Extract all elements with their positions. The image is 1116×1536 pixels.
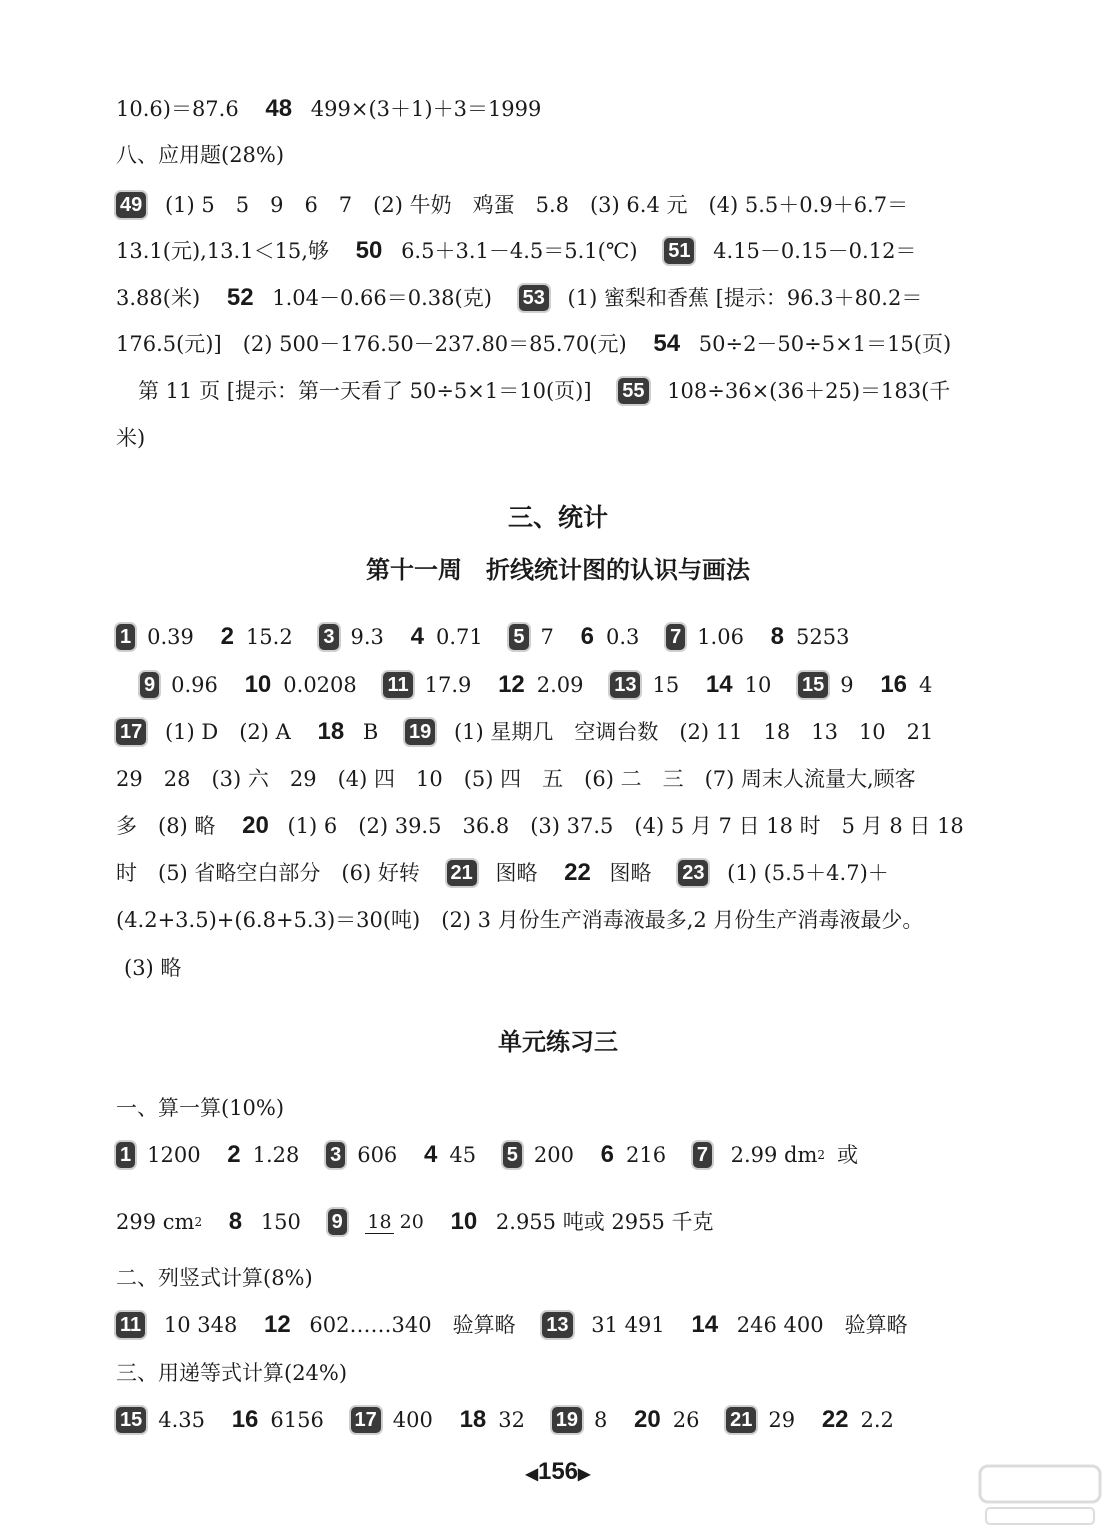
answer-line — [116, 188, 908, 220]
answer-text: 多 (8) 略 — [116, 813, 216, 838]
answer-text: 第 11 页 [提示：第一天看了 50÷5×1＝10(页)] — [138, 378, 592, 403]
answer-line — [116, 903, 923, 935]
superscript: 2 — [194, 1214, 203, 1229]
answer-text: 602……340 验算略 — [309, 1312, 516, 1337]
answer-text: (1) 星期几 空调台数 (2) 11 18 13 10 21 — [453, 719, 934, 744]
answer-text: 4 — [919, 672, 933, 697]
question-number: 16 — [880, 670, 908, 698]
question-number: 20 — [242, 811, 269, 839]
question-number: 17 — [116, 719, 146, 745]
answer-line — [116, 92, 541, 124]
answer-text: 0.3 — [605, 624, 640, 649]
question-number: 20 — [634, 1405, 661, 1433]
answer-text: B — [362, 719, 379, 744]
fraction-denominator: 20 — [399, 1210, 424, 1233]
question-number: 51 — [664, 238, 694, 264]
answer-line — [138, 374, 950, 406]
answer-line — [116, 234, 916, 266]
question-number: 5 — [503, 1142, 522, 1168]
question-number: 1 — [116, 1142, 135, 1168]
question-number: 7 — [693, 1142, 712, 1168]
answer-text: 45 — [449, 1142, 477, 1167]
unit-title: 单元练习三 — [498, 1027, 618, 1056]
question-number: 12 — [498, 670, 525, 698]
question-number: 5 — [509, 624, 528, 650]
answer-text: 7 — [540, 624, 554, 649]
answer-text: 5253 — [796, 624, 850, 649]
question-number: 15 — [116, 1407, 146, 1433]
question-number: 8 — [228, 1207, 243, 1235]
section-heading: 一、算一算(10%) — [116, 1096, 285, 1120]
question-number: 10 — [450, 1207, 478, 1235]
question-number: 17 — [351, 1407, 381, 1433]
answer-text: 3.88(米) — [116, 285, 201, 310]
fraction — [365, 1211, 423, 1233]
answer-text: 31 491 — [591, 1312, 665, 1337]
question-number: 2 — [220, 622, 234, 650]
answer-text: 400 — [392, 1407, 433, 1432]
answer-text: 17.9 — [424, 672, 472, 697]
question-number: 21 — [447, 860, 477, 886]
answer-text: 606 — [357, 1142, 398, 1167]
answer-text: 图略 — [609, 860, 652, 885]
answer-line — [124, 951, 181, 983]
answer-text: 0.0208 — [283, 672, 357, 697]
question-number: 11 — [383, 672, 412, 698]
answer-text: (1) (5.5＋4.7)＋ — [727, 860, 889, 885]
superscript: 2 — [817, 1147, 826, 1162]
question-number: 3 — [326, 1142, 345, 1168]
answer-text: 0.71 — [435, 624, 483, 649]
answer-line — [116, 1196, 714, 1246]
page-number — [0, 1458, 1116, 1486]
question-number: 16 — [231, 1405, 259, 1433]
question-number: 15 — [798, 672, 828, 698]
question-number: 2 — [227, 1140, 241, 1168]
week-title: 第十一周 折线统计图的认识与画法 — [366, 555, 750, 584]
answer-conjunction: 或 — [837, 1142, 859, 1167]
answer-text: 176.5(元)] (2) 500－176.50－237.80＝85.70(元) — [116, 331, 627, 356]
answer-text: 6156 — [270, 1407, 324, 1432]
answer-text: (1) 蜜梨和香蕉 [提示：96.3＋80.2＝ — [567, 285, 923, 310]
answer-text: 499×(3＋1)＋3＝1999 — [310, 96, 542, 121]
question-number: 14 — [705, 670, 733, 698]
answer-text: 15.2 — [245, 624, 293, 649]
right-triangle-icon: ▶ — [578, 1466, 591, 1483]
answer-text: 246 400 验算略 — [736, 1312, 908, 1337]
answer-text: 10.6)＝87.6 — [116, 96, 239, 121]
answer-text: 0.39 — [147, 624, 194, 649]
answer-text: 2.2 — [860, 1407, 894, 1432]
answer-text: 15 — [652, 672, 680, 697]
answer-text: (1) D (2) A — [164, 719, 291, 744]
answer-line — [116, 715, 933, 747]
answer-text: 2.09 — [536, 672, 584, 697]
answer-line — [140, 668, 932, 700]
answer-text: (1) 5 5 9 6 7 (2) 牛奶 鸡蛋 5.8 (3) 6.4 元 (4) 5.5＋0.9＋6.7＝ — [164, 192, 909, 217]
answer-text: 2.955 吨或 2955 千克 — [495, 1209, 714, 1234]
question-number: 12 — [264, 1310, 291, 1338]
question-number: 19 — [405, 719, 435, 745]
answer-value: 2.99 dm — [730, 1142, 818, 1167]
answer-text: 6.5＋3.1－4.5＝5.1(℃) — [401, 238, 638, 263]
answer-text — [731, 1140, 858, 1170]
question-number: 10 — [244, 670, 272, 698]
answer-text: 1.06 — [697, 624, 744, 649]
answer-text: 10 — [744, 672, 772, 697]
answer-line — [116, 809, 964, 841]
question-number: 21 — [726, 1407, 756, 1433]
answer-text — [116, 1198, 202, 1246]
question-number: 4 — [410, 622, 424, 650]
answer-text: 1200 — [147, 1142, 201, 1167]
page-number-text: 156 — [537, 1458, 579, 1485]
question-number: 50 — [355, 236, 383, 264]
answer-line — [116, 762, 916, 794]
question-number: 18 — [459, 1405, 487, 1433]
question-number: 8 — [770, 622, 784, 650]
answer-text: 216 — [626, 1142, 667, 1167]
question-number: 55 — [618, 378, 648, 404]
answer-text: (3) 略 — [124, 955, 182, 980]
answer-text: 4.15－0.15－0.12＝ — [713, 238, 917, 263]
question-number: 1 — [116, 624, 135, 650]
section-heading: 八、应用题(28%) — [116, 143, 285, 167]
answer-text: 150 — [260, 1209, 301, 1234]
answer-text: 108÷36×(36＋25)＝183(千 — [667, 378, 951, 403]
question-number: 4 — [423, 1140, 438, 1168]
answer-text: 26 — [672, 1407, 700, 1432]
answer-line — [116, 856, 889, 888]
answer-text: 时 (5) 省略空白部分 (6) 好转 — [116, 860, 420, 885]
section-heading: 二、列竖式计算(8%) — [116, 1266, 313, 1290]
chapter-title: 三、统计 — [507, 503, 608, 532]
question-number: 19 — [552, 1407, 582, 1433]
answer-line — [116, 620, 849, 652]
answer-text: (4.2+3.5)+(6.8+5.3)＝30(吨) (2) 3 月份生产消毒液最多,2 月份生产消毒液最少。 — [116, 907, 924, 932]
answer-text: 29 — [768, 1407, 796, 1432]
answer-text: 4.35 — [158, 1407, 206, 1432]
answer-text: 29 28 (3) 六 29 (4) 四 10 (5) 四 五 (6) 二 三 (7) 周末人流量大,顾客 — [116, 766, 916, 791]
question-number: 22 — [821, 1405, 849, 1433]
answer-text: 1.28 — [252, 1142, 300, 1167]
question-number: 23 — [678, 860, 708, 886]
question-number: 54 — [653, 329, 681, 357]
answer-text: 0.96 — [171, 672, 218, 697]
watermark-logo — [976, 1462, 1104, 1530]
answer-text: 10 348 — [163, 1312, 238, 1337]
answer-text: 1.04－0.66＝0.38(克) — [272, 285, 492, 310]
answer-text: 9 — [840, 672, 854, 697]
answer-text: 9.3 — [350, 624, 384, 649]
question-number: 6 — [600, 1140, 615, 1168]
answer-text: 8 — [593, 1407, 608, 1432]
section-heading: 三、用递等式计算(24%) — [116, 1361, 348, 1385]
answer-text: 200 — [533, 1142, 574, 1167]
answer-value: 299 cm — [116, 1209, 195, 1234]
question-number: 7 — [666, 624, 685, 650]
question-number: 53 — [519, 285, 549, 311]
answer-text: 米) — [116, 425, 146, 450]
answer-text: 32 — [498, 1407, 526, 1432]
answer-text: (1) 6 (2) 39.5 36.8 (3) 37.5 (4) 5 月 7 日 18 时 5 月 8 日 18 — [287, 813, 964, 838]
question-number: 9 — [140, 672, 159, 698]
question-number: 9 — [328, 1209, 347, 1235]
answer-line — [116, 421, 145, 453]
answer-line — [116, 327, 951, 359]
question-number: 6 — [580, 622, 594, 650]
question-number: 13 — [610, 672, 640, 698]
question-number: 22 — [564, 858, 591, 886]
fraction-numerator: 18 — [367, 1210, 392, 1233]
question-number: 11 — [116, 1312, 145, 1338]
question-number: 3 — [319, 624, 338, 650]
question-number: 49 — [116, 192, 146, 218]
question-number: 14 — [691, 1310, 719, 1338]
answer-text: 50÷2－50÷5×1＝15(页) — [698, 331, 952, 356]
left-triangle-icon: ◀ — [525, 1466, 538, 1483]
answer-line — [116, 1138, 858, 1170]
question-number: 52 — [226, 283, 254, 311]
question-number: 48 — [265, 94, 293, 122]
answer-text: 13.1(元),13.1＜15,够 — [116, 238, 329, 263]
question-number: 18 — [317, 717, 345, 745]
answer-line — [116, 1403, 894, 1435]
question-number: 13 — [542, 1312, 572, 1338]
answer-line — [116, 281, 922, 313]
answer-line — [116, 1308, 908, 1340]
answer-text: 图略 — [495, 860, 538, 885]
